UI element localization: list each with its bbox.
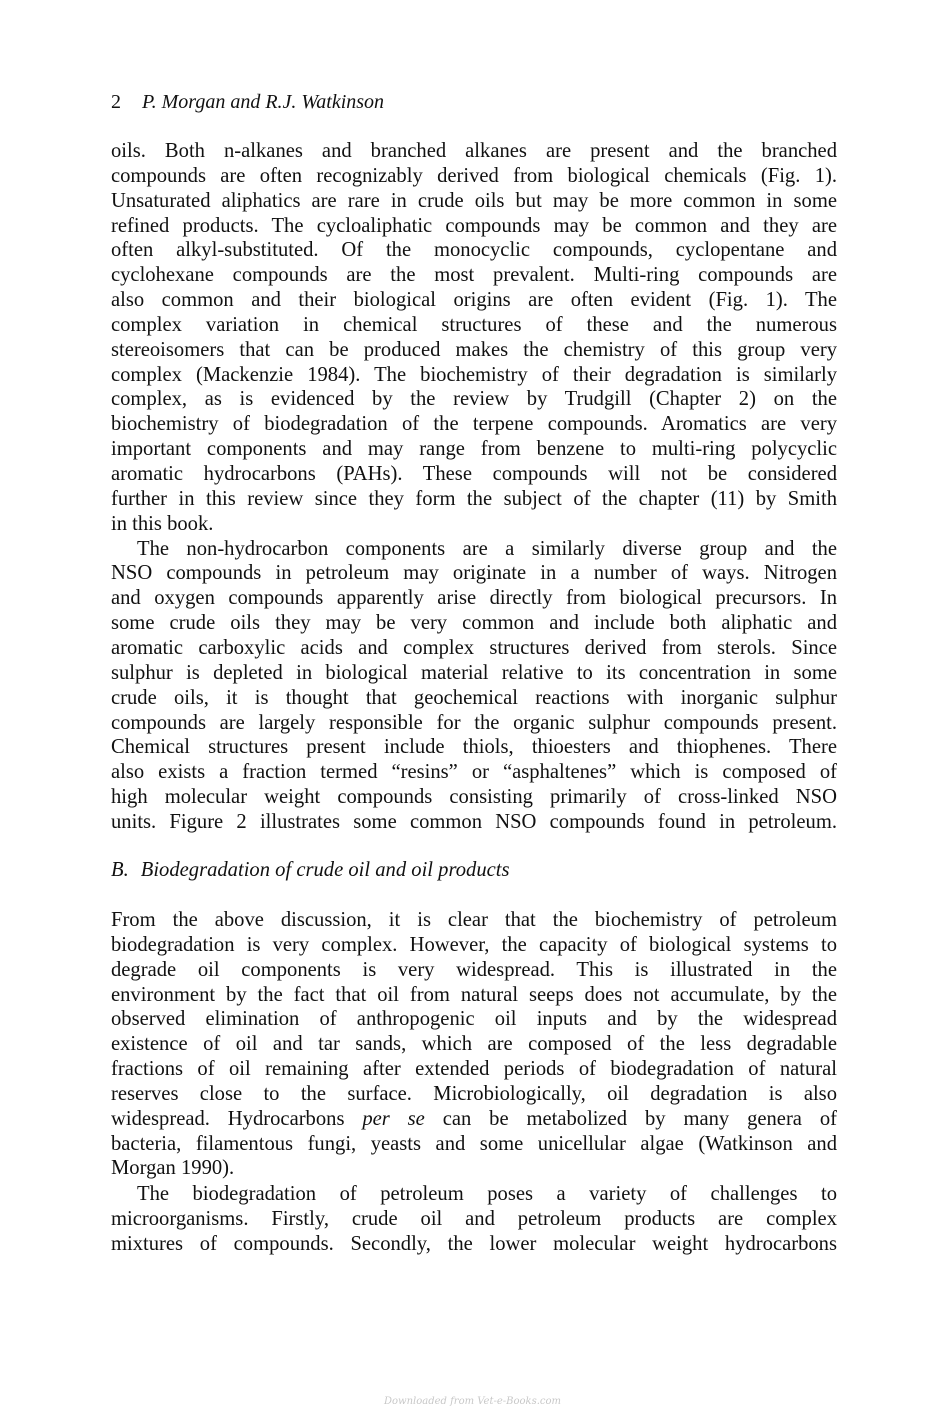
text-line: in this book. <box>111 512 214 535</box>
text-line: refined products. The cycloaliphatic compounds may be common and they are <box>111 214 837 237</box>
text-line: environment by the fact that oil from natural seeps does not accumulate, by the <box>111 983 837 1006</box>
text-line: often alkyl-substituted. Of the monocyclic compounds, cyclopentane and <box>111 239 837 262</box>
running-header-authors: P. Morgan and R.J. Watkinson <box>142 91 385 113</box>
text-line: biodegradation is very complex. However, the capacity of biological systems to <box>111 933 837 956</box>
section-heading <box>111 857 510 883</box>
text-line: stereoisomers that can be produced makes the chemistry of this group very <box>111 338 837 361</box>
text-line: existence of oil and tar sands, which are composed of the less degradable <box>111 1033 837 1056</box>
text-line: important components and may range from benzene to multi-ring polycyclic <box>111 438 837 461</box>
text-line: biochemistry of biodegradation of the terpene compounds. Aromatics are very <box>111 413 837 436</box>
text-line: bacteria, filamentous fungi, yeasts and some unicellular algae (Watkinson and <box>111 1132 837 1155</box>
text-line: fractions of oil remaining after extended periods of biodegradation of natural <box>111 1058 837 1081</box>
paragraph-1 <box>111 139 837 537</box>
text-line: also common and their biological origins are often evident (Fig. 1). The <box>111 289 837 312</box>
text-line: crude oils, it is thought that geochemical reactions with inorganic sulphur <box>111 686 837 709</box>
paragraph-3 <box>111 908 837 1181</box>
text-line: complex (Mackenzie 1984). The biochemistry of their degradation is similarly <box>111 363 837 386</box>
text-line: cyclohexane compounds are the most prevalent. Multi-ring compounds are <box>111 264 837 287</box>
text-line: NSO compounds in petroleum may originate in a number of ways. Nitrogen <box>111 562 837 585</box>
text-line: oils. Both n-alkanes and branched alkanes are present and the branched <box>111 140 837 162</box>
text-line: complex, as is evidenced by the review by Trudgill (Chapter 2) on the <box>111 388 837 411</box>
text-line: aromatic carboxylic acids and complex structures derived from sterols. Since <box>111 636 837 659</box>
text-line: units. Figure 2 illustrates some common NSO compounds found in petroleum. <box>111 810 837 833</box>
text-line: degrade oil components is very widespread. This is illustrated in the <box>111 958 837 981</box>
text-line: and oxygen compounds apparently arise directly from biological precursors. In <box>111 587 837 610</box>
text-line: Unsaturated aliphatics are rare in crude oils but may be more common in some <box>111 189 837 212</box>
paragraph-4 <box>111 1182 837 1257</box>
text-line: sulphur is depleted in biological material relative to its concentration in some <box>111 661 837 684</box>
text-line: reserves close to the surface. Microbiologically, oil degradation is also <box>111 1082 837 1105</box>
text-line: The biodegradation of petroleum poses a variety of challenges to <box>137 1183 837 1205</box>
download-watermark: Downloaded from Vet-e-Books.com <box>383 1396 562 1407</box>
text-line: high molecular weight compounds consisting primarily of cross-linked NSO <box>111 786 837 809</box>
text-line: compounds are often recognizably derived from biological chemicals (Fig. 1). <box>111 164 837 187</box>
section-heading-title: Biodegradation of crude oil and oil products <box>140 859 510 881</box>
text-line: observed elimination of anthropogenic oil inputs and by the widespread <box>111 1008 837 1031</box>
text-line: further in this review since they form the subject of the chapter (11) by Smith <box>111 487 837 510</box>
paragraph-2 <box>111 537 837 835</box>
text-line: The non-hydrocarbon components are a similarly diverse group and the <box>137 537 837 560</box>
text-line: some crude oils they may be very common and include both aliphatic and <box>111 612 837 635</box>
running-header <box>111 89 384 115</box>
text-line: compounds are largely responsible for the organic sulphur compounds present. <box>111 711 837 734</box>
page-number: 2 <box>111 91 121 113</box>
text-line: From the above discussion, it is clear that the biochemistry of petroleum <box>111 909 837 931</box>
italic-term: per se <box>362 1107 425 1130</box>
text-line <box>111 1107 837 1132</box>
text-line: also exists a fraction termed “resins” or “asphaltenes” which is composed of <box>111 761 837 784</box>
text-line: microorganisms. Firstly, crude oil and petroleum products are complex <box>111 1207 837 1230</box>
text-line: aromatic hydrocarbons (PAHs). These compounds will not be considered <box>111 462 837 485</box>
text-run: can be metabolized by many genera of <box>424 1107 837 1130</box>
text-line: Chemical structures present include thiols, thioesters and thiophenes. There <box>111 736 837 759</box>
section-heading-label: B. <box>111 859 129 881</box>
text-line: mixtures of compounds. Secondly, the lower molecular weight hydrocarbons <box>111 1232 837 1255</box>
text-line: Morgan 1990). <box>111 1157 235 1180</box>
text-line: complex variation in chemical structures of these and the numerous <box>111 313 837 336</box>
text-run: widespread. Hydrocarbons <box>111 1107 363 1130</box>
